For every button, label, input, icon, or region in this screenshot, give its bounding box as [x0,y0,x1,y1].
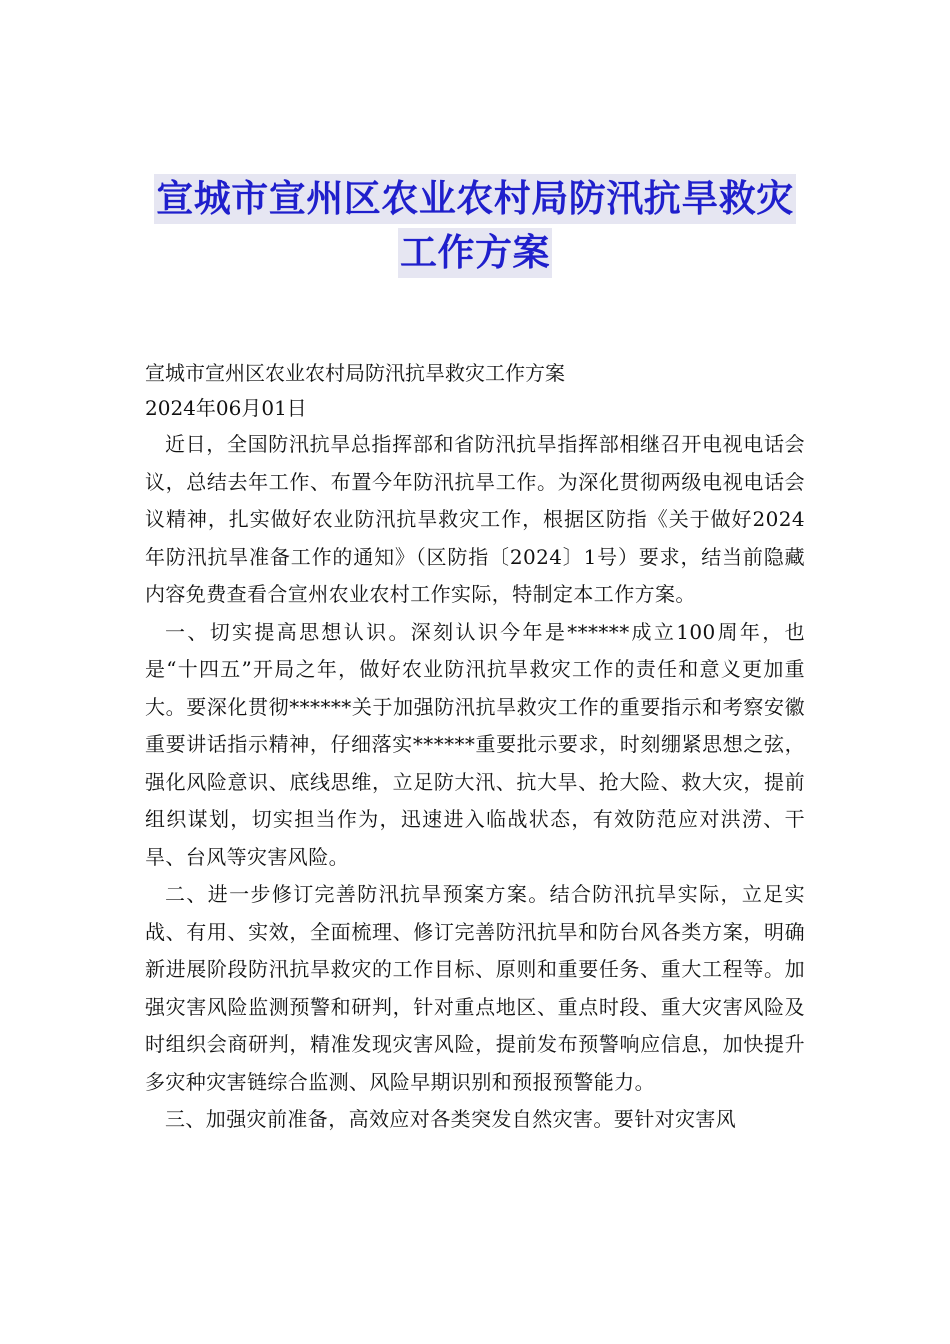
title-line-1: 宣城市宣州区农业农村局防汛抗旱救灾 [154,174,796,224]
paragraph-section-1: 一、切实提高思想认识。深刻认识今年是******成立100周年，也是“十四五”开局之年，做好农业防汛抗旱救灾工作的责任和意义更加重大。要深化贯彻******关于加强防汛抗旱救灾工作的重要指示和考察安徽重要讲话指示精神，仔细落实******重要批示要求，时刻绷紧思想之弦，强化风险意识、底线思维，立足防大汛、抗大旱、抢大险、救大灾，提前组织谋划，切实担当作为，迅速进入临战状态，有效防范应对洪涝、干旱、台风等灾害风险。 [145,619,805,869]
document-date: 2024年06月01日 [145,396,307,420]
title-line-2: 工作方案 [398,228,552,278]
document-subtitle: 宣城市宣州区农业农村局防汛抗旱救灾工作方案 [145,361,565,385]
paragraph-section-3: 三、加强灾前准备，高效应对各类突发自然灾害。要针对灾害风 [165,1107,737,1131]
document-body [145,356,805,1139]
paragraph-intro: 近日，全国防汛抗旱总指挥部和省防汛抗旱指挥部相继召开电视电话会议，总结去年工作、布置今年防汛抗旱工作。为深化贯彻两级电视电话会议精神，扎实做好农业防汛抗旱救灾工作，根据区防指《关于做好2024年防汛抗旱准备工作的通知》（区防指〔2024〕1号）要求，结当前隐藏内容免费查看合宣州农业农村工作实际，特制定本工作方案。 [145,432,805,606]
document-title [120,172,830,280]
paragraph-section-2: 二、进一步修订完善防汛抗旱预案方案。结合防汛抗旱实际，立足实战、有用、实效，全面梳理、修订完善防汛抗旱和防台风各类方案，明确新进展阶段防汛抗旱救灾的工作目标、原则和重要任务、重大工程等。加强灾害风险监测预警和研判，针对重点地区、重点时段、重大灾害风险及时组织会商研判，精准发现灾害风险，提前发布预警响应信息，加快提升多灾种灾害链综合监测、风险早期识别和预报预警能力。 [145,882,805,1094]
